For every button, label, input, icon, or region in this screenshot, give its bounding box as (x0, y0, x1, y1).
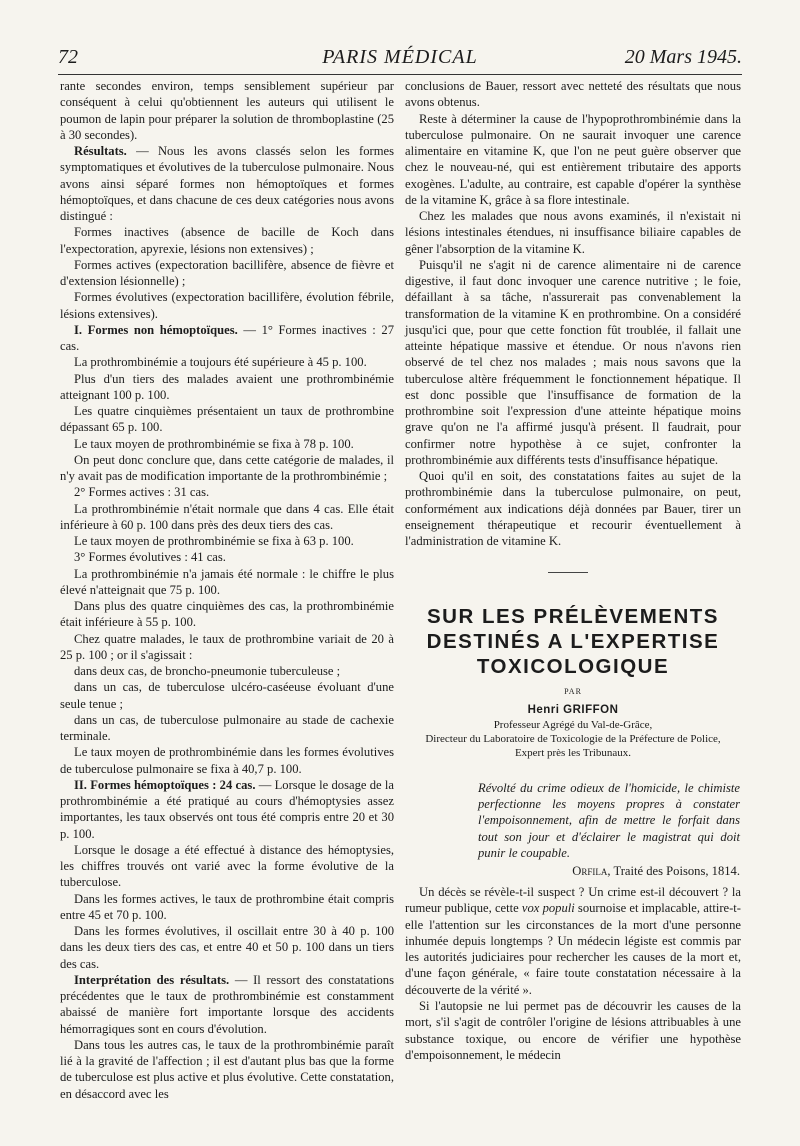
paragraph-text: Formes actives (expectoration bacillifère, absence de fièvre et d'extension lésionnelle) ; (60, 257, 394, 288)
italic-phrase: vox populi (521, 901, 575, 916)
paragraph (60, 598, 394, 631)
page-number: 72 (58, 46, 78, 68)
title-line: DESTINÉS A L'EXPERTISE (426, 630, 720, 653)
paragraph-text: rante secondes environ, temps sensiblement supérieur par conséquent à celui qu'obtiennent les auteurs qui utilisent le poumon de lapin pour préparer la solution de thromboplastine (25 à 30 secondes). (60, 79, 394, 142)
affiliation-line: Professeur Agrégé du Val-de-Grâce, (493, 719, 653, 731)
paragraph (60, 484, 394, 500)
paragraph (60, 533, 394, 549)
paragraph-text: Les quatre cinquièmes présentaient un taux de prothrombine dépassant 65 p. 100. (60, 404, 394, 435)
paragraph-text: — Nous les avons classés selon les formes symptomatiques et évolutives de la tuberculose pulmonaire. Nous avons ainsi séparé formes non hémoptoïques et formes hémoptoïques, et dans chacune de ces deux catégories nous avons distingué : (60, 144, 394, 223)
left-column (60, 78, 394, 1102)
paragraph-text: Puisqu'il ne s'agit ni de carence alimentaire ni de carence digestive, il faut donc invoquer une carence nutritive ; le foie, défaillant à sa tâche, n'assurerait pas convenablement la transformation de la vitamine K en prothrombine. On a considéré jusqu'ici que, pour que cette fonction fût troublée, il fallait une atteinte hépatique massive et étendue. Or nous n'avons rien observé de tel chez nos malades ; mais nous savons que la tuberculose altère fréquemment le fonctionnement hépatique. Il est donc possible que l'insuffisance de formation de la prothrombine soit l'expression d'une atteinte hépatique moins grave qu'on ne l'a affirmé jusqu'à présent. Il faudrait, pour confirmer notre hypothèse à ce sujet, confronter la prothrombinémie aux différents tests d'insuffisance hépatique. (405, 257, 741, 467)
paragraph-text: 2° Formes actives : 31 cas. (74, 485, 210, 500)
paragraph-text: sournoise et implacable, attire-t-elle l'attention sur les circonstances de la mort d'une personne inhumée depuis longtemps ? Un médecin légiste est commis par les autorités judiciaires pour rechercher les causes de la mort et, d'une façon générale, « faire toute constatation nécessaire à la découverte de la vérité ». (405, 901, 741, 997)
epigraph-source (478, 863, 740, 879)
paragraph-text: Formes inactives (absence de bacille de Koch dans l'expectoration, apyrexie, lésions non extensives) ; (60, 225, 394, 256)
paragraph (60, 891, 394, 924)
paragraph (60, 224, 394, 257)
paragraph-text: On peut donc conclure que, dans cette catégorie de malades, il n'y avait pas de modification importante de la prothrombinémie ; (60, 452, 394, 483)
paragraph (60, 631, 394, 664)
paragraph-text: dans un cas, de tuberculose ulcéro-caséeuse évoluant d'une seule tenue ; (60, 680, 394, 711)
paragraph-text: 3° Formes évolutives : 41 cas. (74, 550, 226, 565)
paragraph (60, 371, 394, 404)
paragraph (60, 143, 394, 224)
paragraph (405, 208, 741, 257)
paragraph (60, 257, 394, 290)
paragraph-text: Chez quatre malades, le taux de prothrombine variait de 20 à 25 p. 100 ; or il s'agissait : (60, 631, 394, 662)
paragraph (60, 777, 394, 842)
paragraph-text: Chez les malades que nous avons examinés, il n'existait ni lésions intestinales étendues, ni insuffisance biliaire capables de gêner l'absorption de la vitamine K. (405, 209, 741, 256)
paragraph (60, 289, 394, 322)
paragraph-text: Dans les formes évolutives, il oscillait entre 30 à 40 p. 100 dans les deux tiers des cas, et entre 40 et 50 p. 100 dans un tiers des cas. (60, 924, 394, 971)
title-line: TOXICOLOGIQUE (476, 655, 670, 678)
paragraph-text: — Il ressort des constatations précédentes que le taux de prothrombinémie est constamment abaissé de manière fort importante lorsque des accidents hémorragiques sont en cours d'évolution. (60, 972, 394, 1036)
author-affiliation (405, 718, 741, 760)
paragraph-text: Le taux moyen de prothrombinémie se fixa à 78 p. 100. (74, 436, 354, 451)
paragraph-text: Quoi qu'il en soit, des constatations faites au sujet de la prothrombinémie dans la tuberculose pulmonaire, on peut, conformément aux indications déjà données par Bauer, tirer un enseignement thérapeutique et recourir éventuellement à l'administration de vitamine K. (405, 469, 741, 548)
paragraph (405, 884, 741, 998)
epigraph (478, 780, 740, 879)
article-body (405, 884, 741, 1063)
affiliation-line: Expert près les Tribunaux. (514, 747, 632, 759)
epigraph-text: Révolté du crime odieux de l'homicide, le chimiste perfectionne les moyens propres à constater l'empoisonnement, afin de mettre le forfait dans tout son jour et d'éclairer le magistrat qui doit punir le coupable. (478, 781, 740, 860)
issue-date: 20 Mars 1945. (624, 46, 742, 68)
paragraph (60, 566, 394, 599)
paragraph-text: La prothrombinémie n'a jamais été normale : le chiffre le plus élevé n'atteignait que 75 p. 100. (60, 566, 394, 597)
paragraph (60, 679, 394, 712)
paragraph (60, 452, 394, 485)
affiliation-line: Directeur du Laboratoire de Toxicologie de la Préfecture de Police, (425, 733, 721, 745)
paragraph (60, 322, 394, 355)
right-column (405, 78, 741, 549)
by-line: PAR (564, 687, 582, 696)
paragraph (405, 468, 741, 549)
paragraph (60, 354, 394, 370)
paragraph (60, 923, 394, 972)
paragraph (405, 998, 741, 1063)
paragraph (60, 842, 394, 891)
paragraph-text: Le taux moyen de prothrombinémie se fixa à 63 p. 100. (74, 534, 354, 548)
paragraph (60, 78, 394, 143)
journal-title: PARIS MÉDICAL (322, 46, 478, 68)
paragraph-text: Formes évolutives (expectoration bacillifère, évolution fébrile, lésions extensives). (60, 290, 394, 321)
running-header (58, 46, 742, 76)
paragraph-text: Le taux moyen de prothrombinémie dans les formes évolutives de tuberculose pulmonaire se fixa à 40,7 p. 100. (60, 745, 394, 776)
paragraph-text: La prothrombinémie n'était normale que dans 4 cas. Elle était inférieure à 60 p. 100 dans près des deux tiers des cas. (60, 501, 394, 532)
paragraph (60, 549, 394, 565)
paragraph-text: Si l'autopsie ne lui permet pas de découvrir les causes de la mort, s'il s'agit de contrôler l'origine de lésions attribuables à une substance toxique, ou encore de vérifier une hypothèse d'empoisonnement, le médecin (405, 999, 741, 1062)
paragraph-text: Dans tous les autres cas, le taux de la prothrombinémie paraît lié à la gravité de l'affection ; il est d'autant plus bas que la forme de tuberculose est plus active et plus évolutive. Cette constatation, en désaccord avec les (60, 1037, 394, 1101)
paragraph (60, 972, 394, 1037)
paragraph (60, 744, 394, 777)
title-line: SUR LES PRÉLÈVEMENTS (427, 605, 719, 628)
article-heading (405, 604, 741, 760)
paragraph-text: Lorsque le dosage a été effectué à distance des hémoptysies, les chiffres trouvés ont varié avec la forme évolutive de la tuberculose. (60, 842, 394, 890)
paragraph-text: dans deux cas, de broncho-pneumonie tuberculeuse ; (74, 664, 341, 678)
paragraph-text: — Lorsque le dosage de la prothrombinémie a été pratiqué au cours d'hémoptysies assez importantes, les taux observés ont tous été compris entre 20 et 30 p. 100. (60, 777, 394, 841)
author-name: Henri GRIFFON (527, 704, 619, 716)
paragraph-text: Un décès se révèle-t-il suspect ? Un crime est-il découvert ? la rumeur publique, cette (405, 885, 741, 916)
paragraph-text: Reste à déterminer la cause de l'hypoprothrombinémie dans la tuberculose pulmonaire. On ne saurait invoquer une carence alimentaire en vitamine K, que l'on ne peut guère observer que chez le nouveau-né, qui est entièrement tributaire des apports exogènes. L'adulte, au contraire, est capable d'opérer la synthèse de la vitamine K, grâce à sa flore intestinale. (405, 111, 741, 207)
paragraph-text: Dans les formes actives, le taux de prothrombine était compris entre 45 et 70 p. 100. (60, 891, 394, 922)
paragraph (405, 111, 741, 209)
run-in-heading: Interprétation des résultats. (74, 972, 230, 987)
paragraph-text: Plus d'un tiers des malades avaient une prothrombinémie atteignant 100 p. 100. (60, 371, 394, 402)
header-rule (58, 74, 742, 75)
paragraph (60, 436, 394, 452)
run-in-heading: II. Formes hémoptoïques : 24 cas. (74, 777, 256, 792)
paragraph-text: dans un cas, de tuberculose pulmonaire au stade de cachexie terminale. (60, 712, 394, 743)
paragraph (405, 78, 741, 111)
epigraph-author: Orfila (572, 864, 608, 879)
paragraph (60, 403, 394, 436)
run-in-heading: I. Formes non hémoptoïques. (74, 322, 238, 337)
paragraph (60, 501, 394, 534)
paragraph-text: La prothrombinémie a toujours été supérieure à 45 p. 100. (74, 355, 367, 370)
paragraph-text: — 1° Formes inactives : 27 cas. (60, 322, 395, 353)
section-separator (548, 572, 588, 573)
paragraph (60, 1037, 394, 1102)
paragraph-text: Dans plus des quatre cinquièmes des cas, la prothrombinémie était inférieure à 55 p. 100. (60, 599, 394, 630)
epigraph-work: , Traité des Poisons, 1814. (607, 864, 740, 879)
run-in-heading: Résultats. (74, 144, 127, 158)
paragraph-text: conclusions de Bauer, ressort avec netteté des résultats que nous avons obtenus. (405, 79, 741, 110)
article-title (405, 604, 741, 679)
paragraph (60, 712, 394, 745)
paragraph (60, 663, 394, 679)
paragraph (405, 257, 741, 468)
